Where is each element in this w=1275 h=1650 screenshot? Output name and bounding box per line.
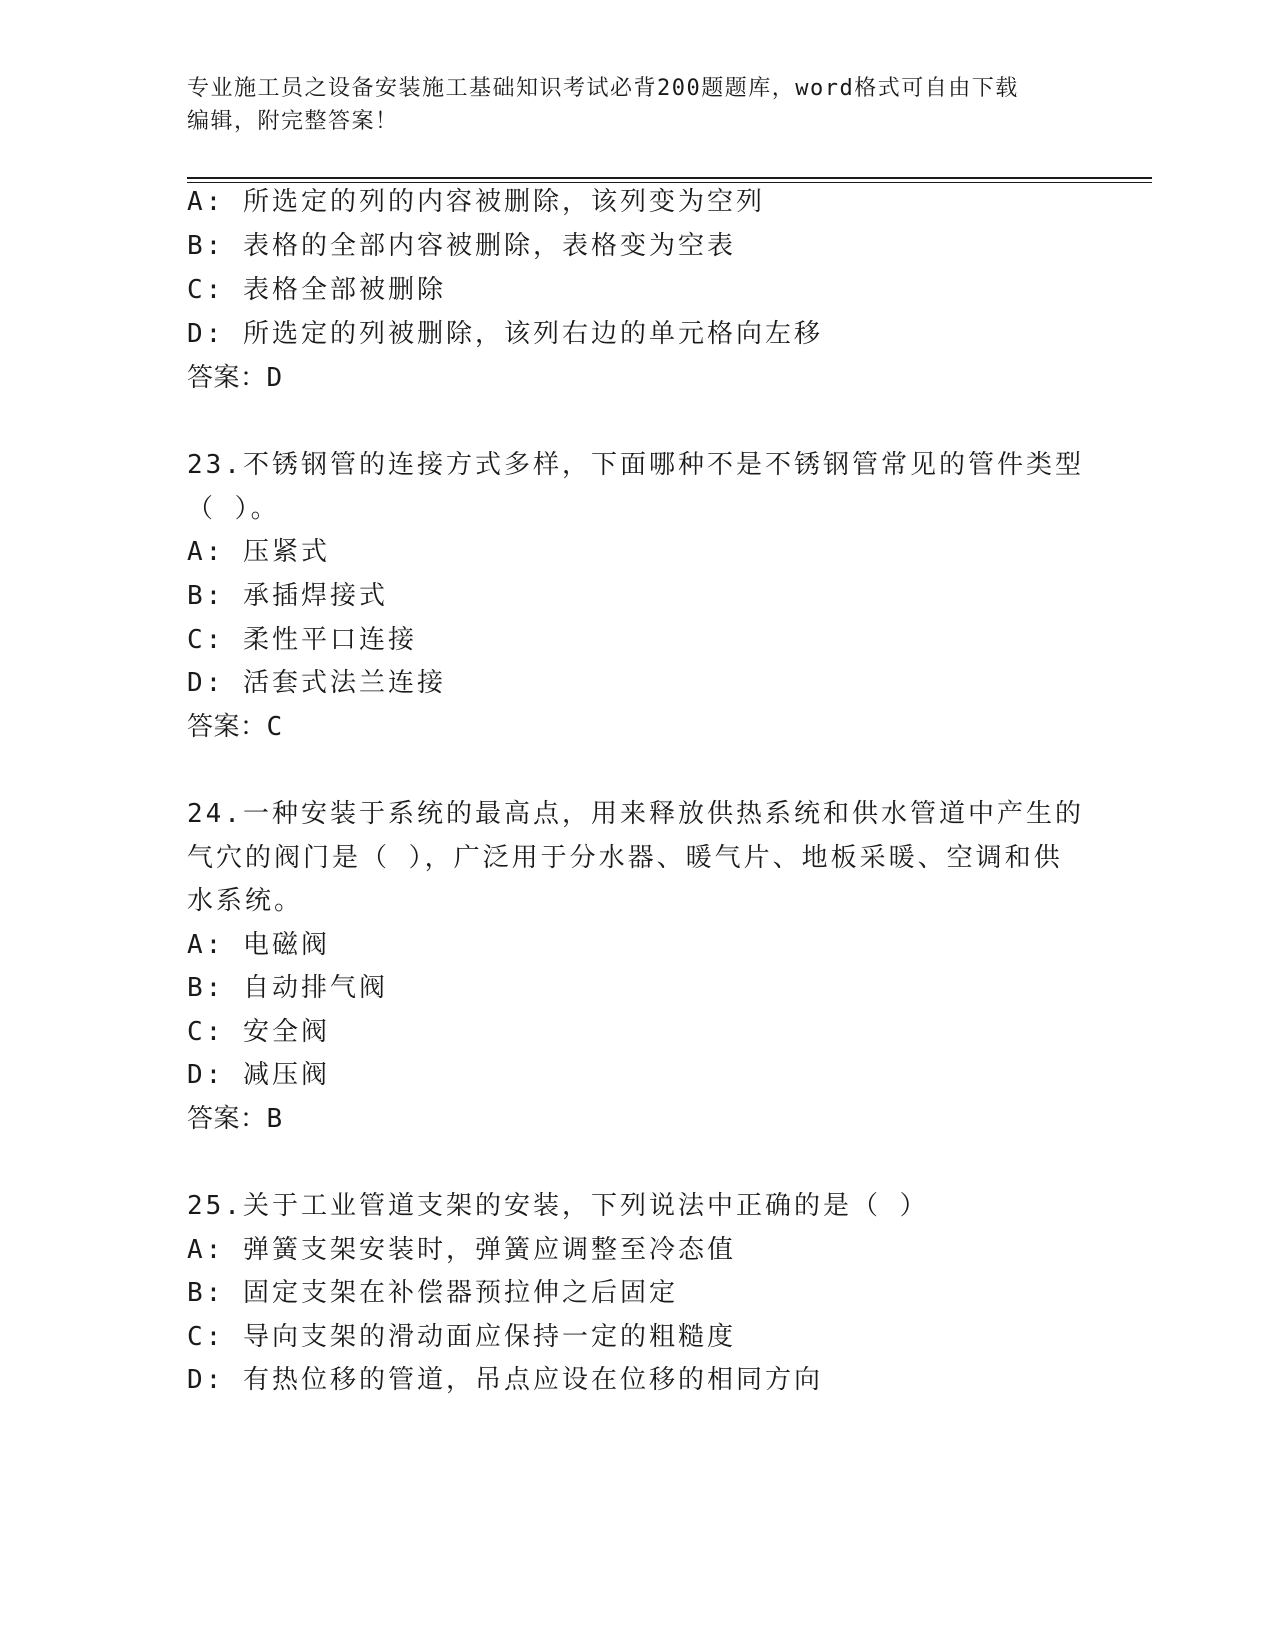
q23-stem-line-1: 23.不锈钢管的连接方式多样，下面哪种不是不锈钢管常见的管件类型 [187, 450, 1084, 480]
q22-option-a: A: 所选定的列的内容被删除，该列变为空列 [187, 187, 765, 217]
header-divider-thick [187, 177, 1152, 179]
q25-option-b: B: 固定支架在补偿器预拉伸之后固定 [187, 1278, 678, 1308]
q25-option-a: A: 弹簧支架安装时，弹簧应调整至冷态值 [187, 1235, 736, 1265]
q24-option-c: C: 安全阀 [187, 1017, 330, 1047]
q23-answer: 答案：C [187, 712, 283, 742]
q24-stem-line-2: 气穴的阀门是（ ），广泛用于分水器、暖气片、地板采暖、空调和供 [187, 843, 1063, 873]
q24-option-b: B: 自动排气阀 [187, 973, 388, 1003]
header-divider-thin [187, 182, 1152, 183]
q24-stem-line-1: 24.一种安装于系统的最高点，用来释放供热系统和供水管道中产生的 [187, 799, 1084, 829]
header-title-line-2: 编辑，附完整答案！ [187, 109, 399, 134]
q24-option-a: A: 电磁阀 [187, 930, 330, 960]
document-header [187, 72, 1067, 138]
q22-option-c: C: 表格全部被删除 [187, 275, 446, 305]
q22-option-b: B: 表格的全部内容被删除，表格变为空表 [187, 231, 736, 261]
q25-option-c: C: 导向支架的滑动面应保持一定的粗糙度 [187, 1322, 736, 1352]
q25-stem-line-1: 25.关于工业管道支架的安装，下列说法中正确的是（ ） [187, 1191, 929, 1221]
q23-option-a: A: 压紧式 [187, 537, 330, 567]
q24-option-d: D: 减压阀 [187, 1060, 330, 1090]
q24-answer: 答案：B [187, 1104, 283, 1134]
header-title-line-1: 专业施工员之设备安装施工基础知识考试必背200题题库，word格式可自由下载 [187, 76, 1019, 101]
q25-option-d: D: 有热位移的管道，吊点应设在位移的相同方向 [187, 1365, 823, 1395]
q23-option-b: B: 承插焊接式 [187, 581, 388, 611]
q22-option-d: D: 所选定的列被删除，该列右边的单元格向左移 [187, 319, 823, 349]
q24-stem-line-3: 水系统。 [187, 886, 304, 916]
q23-option-c: C: 柔性平口连接 [187, 625, 417, 655]
q23-option-d: D: 活套式法兰连接 [187, 668, 446, 698]
q22-answer: 答案：D [187, 363, 283, 393]
q23-stem-line-2: （ ）。 [187, 494, 280, 524]
